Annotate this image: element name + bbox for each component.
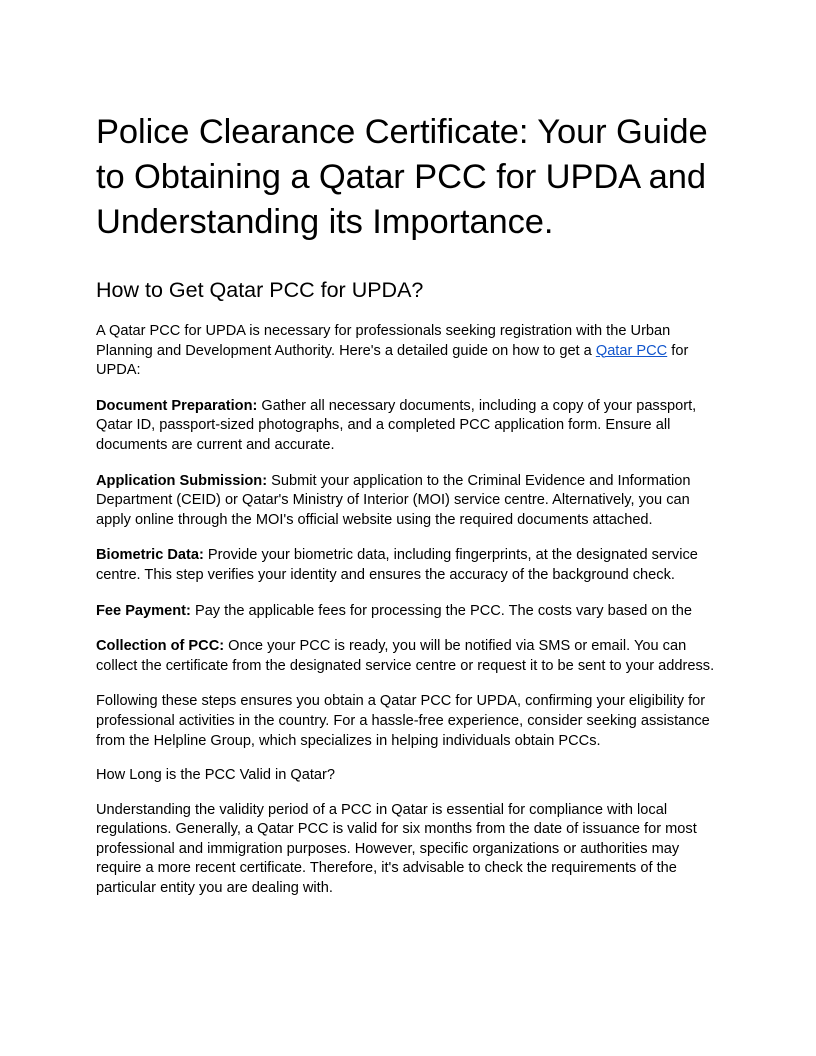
step-text: Pay the applicable fees for processing the PCC. The costs vary based on the [190,602,692,619]
step-biometric-data [96,546,722,585]
conclusion-paragraph: Following these steps ensures you obtain a Qatar PCC for UPDA, confirming your eligibility for professional activities in the country. For a hassle-free experience, consider seeking assistance from the Helpline Group, which specializes in helping individuals obtain PCCs. [96,693,710,749]
step-fee-payment [96,602,722,622]
step-text: Once your PCC is ready, you will be notified via SMS or email. You can collect the certificate from the designated service centre or request it to be sent to your address. [96,638,715,674]
intro-text-before-link: A Qatar PCC for UPDA is necessary for professionals seeking registration with the Urban Planning and Development Authority. Here's a detailed guide on how to get a [96,323,671,359]
section-heading: How to Get Qatar PCC for UPDA? [96,278,424,302]
step-application-submission [96,472,722,531]
step-collection-of-pcc [96,637,722,676]
document-page [96,110,722,899]
step-label: Document Preparation: [96,397,258,414]
validity-answer-paragraph: Understanding the validity period of a PCC in Qatar is essential for compliance with local regulations. Generally, a Qatar PCC is valid for six months from the date of issuance for most professional and immigration purposes. However, specific organizations or authorities may require a more recent certificate. Therefore, it's advisable to check the requirements of the particular entity you are dealing with. [96,801,697,897]
step-text: Provide your biometric data, including fingerprints, at the designated service centre. This step verifies your identity and ensures the accuracy of the background check. [96,547,698,583]
step-label: Fee Payment: [96,602,191,619]
step-label: Collection of PCC: [96,638,225,655]
document-title: Police Clearance Certificate: Your Guide to Obtaining a Qatar PCC for UPDA and Understanding its Importance. [96,113,708,241]
step-document-preparation [96,397,722,456]
intro-paragraph [96,322,722,381]
step-label: Application Submission: [96,472,268,489]
step-label: Biometric Data: [96,547,204,564]
validity-question: How Long is the PCC Valid in Qatar? [96,767,336,784]
step-text: Submit your application to the Criminal Evidence and Information Department (CEID) or Qatar's Ministry of Interior (MOI) service centre. Alternatively, you can apply online through the MOI's official website using the required documents attached. [96,472,691,528]
step-text: Gather all necessary documents, including a copy of your passport, Qatar ID, passport-sized photographs, and a completed PCC application form. Ensure all documents are current and accurate. [96,397,697,453]
qatar-pcc-link[interactable]: Qatar PCC [595,342,668,359]
intro-text-after-link: for UPDA: [96,342,689,379]
